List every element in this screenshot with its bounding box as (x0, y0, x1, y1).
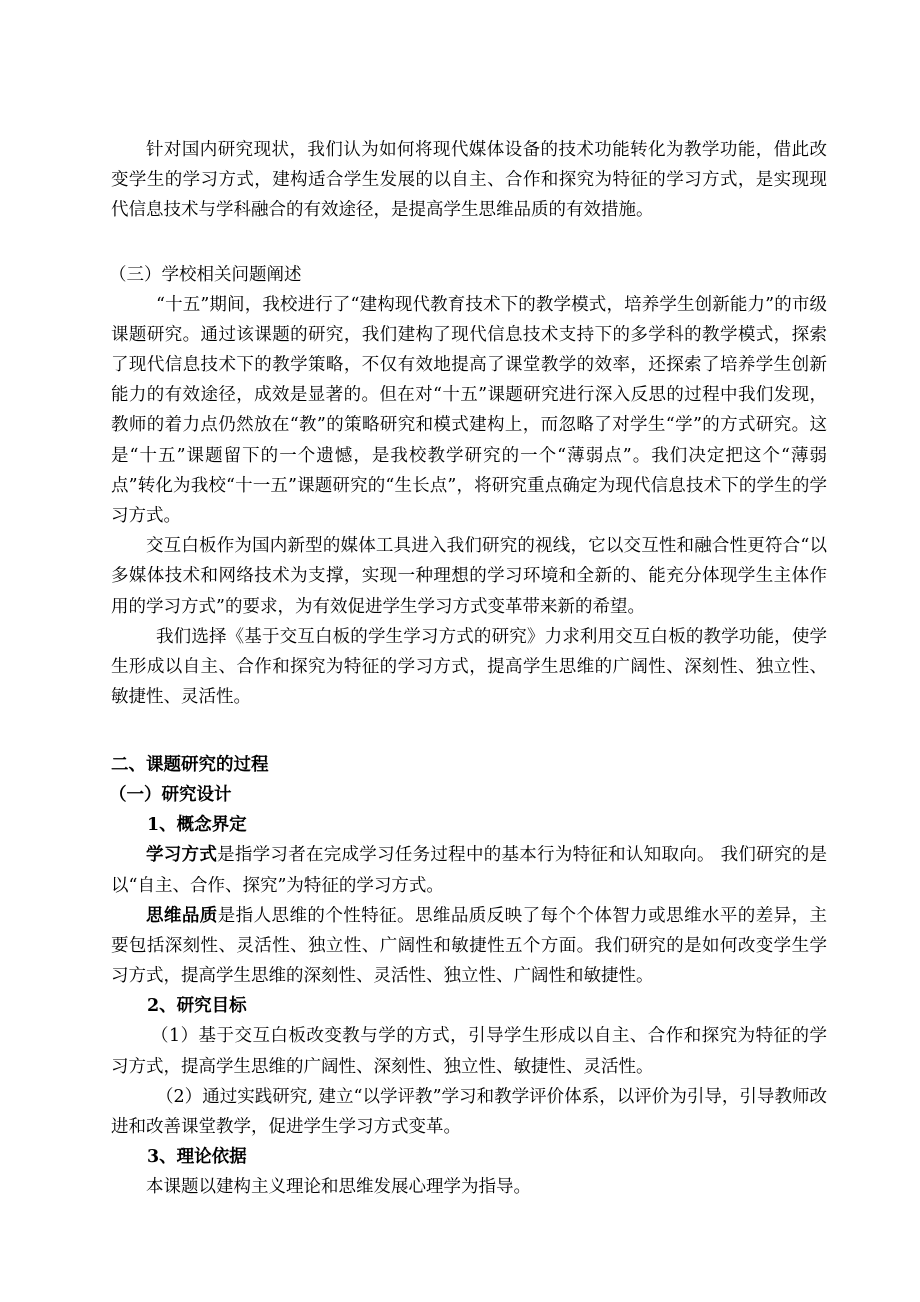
paragraph-intro: 针对国内研究现状，我们认为如何将现代媒体设备的技术功能转化为教学功能，借此改变学生的学习方式，建构适合学生发展的以自主、合作和探究为特征的学习方式，是实现现代信息技术与学科融合的有效途径，是提高学生思维品质的有效措施。 (111, 140, 827, 221)
paragraph-whiteboard: 交互白板作为国内新型的媒体工具进入我们研究的视线，它以交互性和融合性更符合“以多媒体技术和网络技术为支撑，实现一种理想的学习环境和全新的、能充分体现学生主体作用的学习方式”的要求，为有效促进学生学习方式变革带来新的希望。 (111, 536, 827, 617)
part-two-title: 二、课题研究的过程 (111, 755, 269, 776)
heading-theory-basis: 3、理论依据 (147, 1147, 247, 1168)
section-title-school-issues: （三）学校相关问题阐述 (109, 264, 302, 285)
paragraph-tenth-five: “十五”期间，我校进行了“建构现代教育技术下的教学模式，培养学生创新能力”的市级课题研究。通过该课题的研究，我们建构了现代信息技术支持下的多学科的教学模式，探索了现代信息技术下的教学策略，不仅有效地提高了课堂教学的效率，还探索了培养学生创新能力的有效途径，成效是显著的。但在对“十五”课题研究进行深入反思的过程中我们发现，教师的着力点仍然放在“教”的策略研究和模式建构上，而忽略了对学生“学”的方式研究。这是“十五”课题留下的一个遗憾，是我校教学研究的一个“薄弱点”。我们决定把这个“薄弱点”转化为我校“十一五”课题研究的“生长点”，将研究重点确定为现代信息技术下的学生的学习方式。 (111, 294, 827, 527)
heading-concept-definition: 1、概念界定 (147, 815, 247, 836)
research-design-title: （一）研究设计 (109, 785, 232, 806)
definition-learning-style (111, 840, 827, 900)
page-content (111, 135, 827, 1202)
spacer (111, 226, 827, 260)
heading-research-goals: 2、研究目标 (147, 996, 247, 1017)
term-thinking-quality: 思维品质 (146, 905, 218, 926)
definition-thinking-quality (111, 901, 827, 992)
spacer (111, 712, 827, 750)
paragraph-choice: 我们选择《基于交互白板的学生学习方式的研究》力求利用交互白板的教学功能，使学生形成以自主、合作和探究为特征的学习方式，提高学生思维的广阔性、深刻性、独立性、敏捷性、灵活性。 (111, 626, 827, 708)
term-learning-style: 学习方式 (146, 845, 218, 866)
definition-learning-style-text: 是指学习者在完成学习任务过程中的基本行为特征和认知取向。 我们研究的是以“自主、合作、探究”为特征的学习方式。 (111, 845, 828, 896)
goal-item-1: （1）基于交互白板改变教与学的方式，引导学生形成以自主、合作和探究为特征的学习方式，提高学生思维的广阔性、深刻性、独立性、敏捷性、灵活性。 (111, 1026, 827, 1077)
paragraph-theory: 本课题以建构主义理论和思维发展心理学为指导。 (146, 1177, 531, 1198)
goal-item-2: （2）通过实践研究, 建立“以学评教”学习和教学评价体系，以评价为引导，引导教师改进和改善课堂教学，促进学生学习方式变革。 (111, 1086, 827, 1138)
definition-thinking-quality-text: 是指人思维的个性特征。思维品质反映了每个个体智力或思维水平的差异，主要包括深刻性、灵活性、独立性、广阔性和敏捷性五个方面。我们研究的是如何改变学生学习方式，提高学生思维的深刻性、灵活性、独立性、广阔性和敏捷性。 (111, 905, 828, 987)
